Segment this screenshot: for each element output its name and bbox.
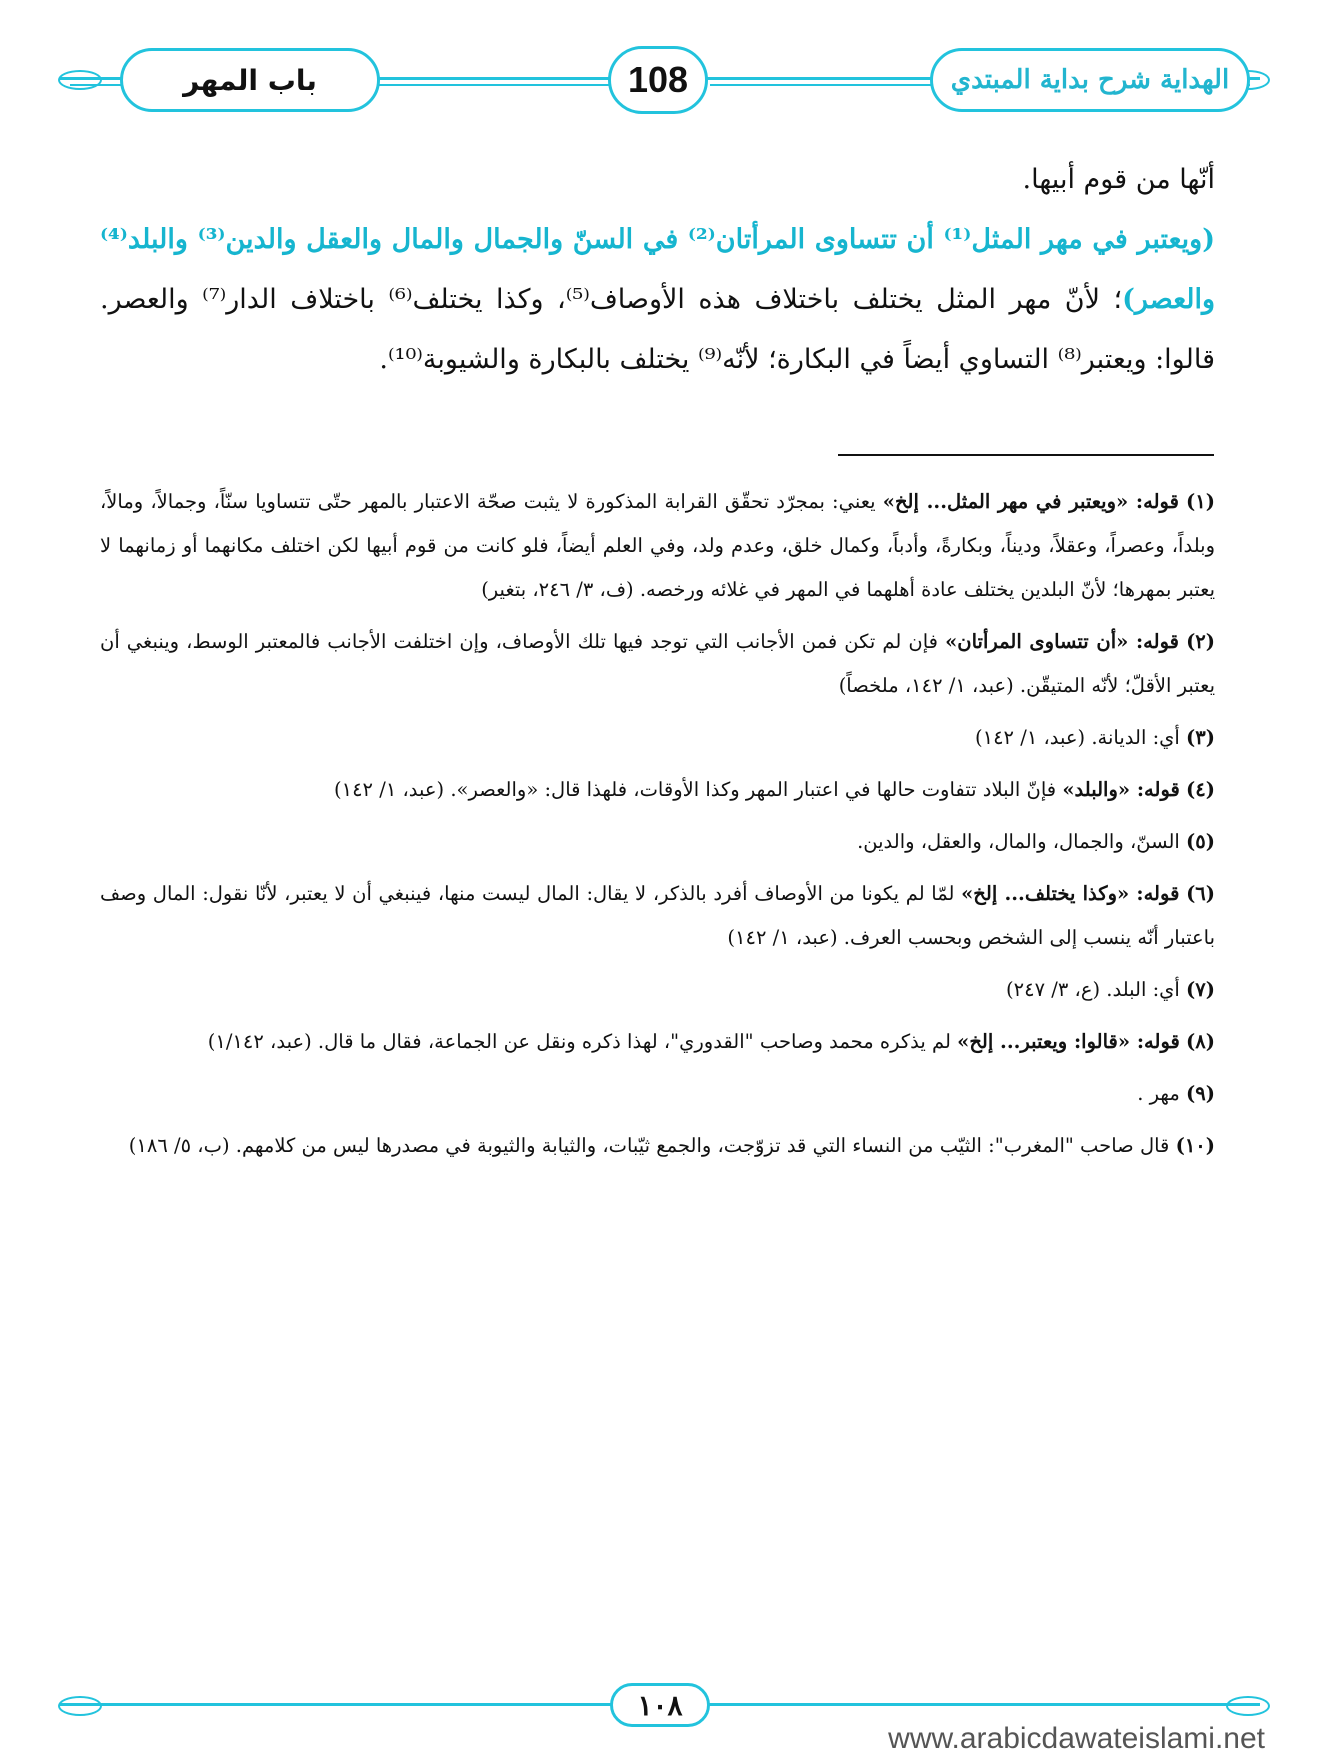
commentary-text: ؛ لأنّ مهر المثل يختلف باختلاف هذه الأوصاف⁽⁵⁾، وكذا يختلف⁽⁶⁾ باختلاف الدار⁽⁷⁾ والعصر. قالوا: ويعتبر⁽⁸⁾ التساوي أيضاً في البكارة؛ لأنّه⁽⁹⁾ يختلف بالبكارة والشيوبة⁽¹⁰⁾. — [100, 284, 1215, 375]
footnote-lead: قوله: «ويعتبر في مهر المثل... إلخ» — [882, 490, 1179, 513]
footnote-text: فإنّ البلاد تتفاوت حالها في اعتبار المهر وكذا الأوقات، فلهذا قال: «والعصر». (عبد، ١/ ١٤٢) — [334, 778, 1063, 801]
ornament-left-icon — [58, 70, 102, 90]
footnote-6 — [100, 872, 1215, 960]
page-number: 108 — [608, 46, 708, 114]
footnote-text: فإن لم تكن فمن الأجانب التي توجد فيها تلك الأوصاف، وإن اختلفت الأجانب فالمعتبر الوسط، وينبغي أن يعتبر الأقلّ؛ لأنّه المتيقّن. (عبد، ١/ ١٤٢، ملخصاً) — [100, 630, 1215, 697]
footnote-4 — [100, 768, 1215, 812]
footnote-lead: قوله: «أن تتساوى المرأتان» — [945, 630, 1179, 653]
footnote-number: (٨) — [1186, 1030, 1215, 1053]
footnote-2 — [100, 620, 1215, 708]
footer-rule-left — [60, 1703, 620, 1706]
footnote-text: قال صاحب "المغرب": الثيّب من النساء التي قد تزوّجت، والجمع ثيّبات، والثيابة والثيوبة في مصدرها ليس من كلامهم. (ب، ٥/ ١٨٦) — [128, 1134, 1170, 1157]
main-text — [100, 150, 1215, 390]
book-title: الهداية شرح بداية المبتدي — [930, 48, 1250, 112]
footnote-number: (٦) — [1186, 882, 1216, 905]
footer-rule-right — [700, 1703, 1260, 1706]
footer-ornament-right-icon — [1226, 1696, 1270, 1716]
footnote-1 — [100, 480, 1215, 612]
footer-page-number: ١٠٨ — [610, 1683, 710, 1727]
footnotes — [100, 480, 1215, 1176]
footnote-text: يعني: بمجرّد تحقّق القرابة المذكورة لا يثبت صحّة الاعتبار بالمهر حتّى تتساويا سنّاً، وجمالاً، ومالاً، وبلداً، وعصراً، وعقلاً، وديناً، وبكارةً، وأدباً، وكمال خلق، وعدم ولد، وفي العلم أيضاً، فلو كانت من قوم أبيها لكن اختلف مكانهما أو زمانهما لا يعتبر بمهرها؛ لأنّ البلدين يختلف عادة أهلهما في المهر في غلائه ورخصه. (ف، ٣/ ٢٤٦، بتغير) — [100, 490, 1215, 601]
footnote-number: (٥) — [1186, 830, 1215, 853]
footnote-number: (٩) — [1186, 1082, 1215, 1105]
footnote-text: أي: الديانة. (عبد، ١/ ١٤٢) — [975, 726, 1180, 749]
main-paragraph — [100, 210, 1215, 390]
main-line-1: أنّها من قوم أبيها. — [1022, 164, 1215, 195]
footnote-5 — [100, 820, 1215, 864]
footnote-number: (٣) — [1186, 726, 1215, 749]
footnote-10 — [100, 1124, 1215, 1168]
footnote-lead: قوله: «والبلد» — [1062, 778, 1180, 801]
website-url: www.arabicdawateislami.net — [888, 1722, 1265, 1755]
chapter-title: باب المهر — [120, 48, 380, 112]
footnote-text: أي: البلد. (ع، ٣/ ٢٤٧) — [1006, 978, 1180, 1001]
footnote-text: لمّا لم يكونا من الأوصاف أفرد بالذكر، لا يقال: المال ليست منها، فينبغي أن لا يعتبر، لأنّا نقول: المال وصف باعتبار أنّه ينسب إلى الشخص وبحسب العرف. (عبد، ١/ ١٤٢) — [100, 882, 1215, 949]
footnote-7 — [100, 968, 1215, 1012]
footnote-8 — [100, 1020, 1215, 1064]
footnote-text: لم يذكره محمد وصاحب "القدوري"، لهذا ذكره ونقل عن الجماعة، فقال ما قال. (عبد، ١/١٤٢) — [207, 1030, 958, 1053]
footnote-number: (٧) — [1186, 978, 1215, 1001]
footnote-lead: قوله: «وكذا يختلف... إلخ» — [961, 882, 1180, 905]
footnote-number: (١٠) — [1175, 1134, 1215, 1157]
matn-quote: (ويعتبر في مهر المثل⁽¹⁾ أن تتساوى المرأتان⁽²⁾ في السنّ والجمال والمال والعقل والدين⁽³⁾ والبلد⁽⁴⁾ والعصر) — [100, 224, 1215, 315]
footnote-number: (٤) — [1186, 778, 1215, 801]
footnote-3 — [100, 716, 1215, 760]
footnote-number: (١) — [1186, 490, 1215, 513]
footer-ornament-left-icon — [58, 1696, 102, 1716]
footnote-text: مهر . — [1137, 1082, 1180, 1105]
footnote-text: السنّ، والجمال، والمال، والعقل، والدين. — [857, 830, 1180, 853]
footnote-9 — [100, 1072, 1215, 1116]
footnote-separator — [838, 454, 1214, 456]
footnote-lead: قوله: «قالوا: ويعتبر... إلخ» — [957, 1030, 1180, 1053]
footnote-number: (٢) — [1186, 630, 1216, 653]
